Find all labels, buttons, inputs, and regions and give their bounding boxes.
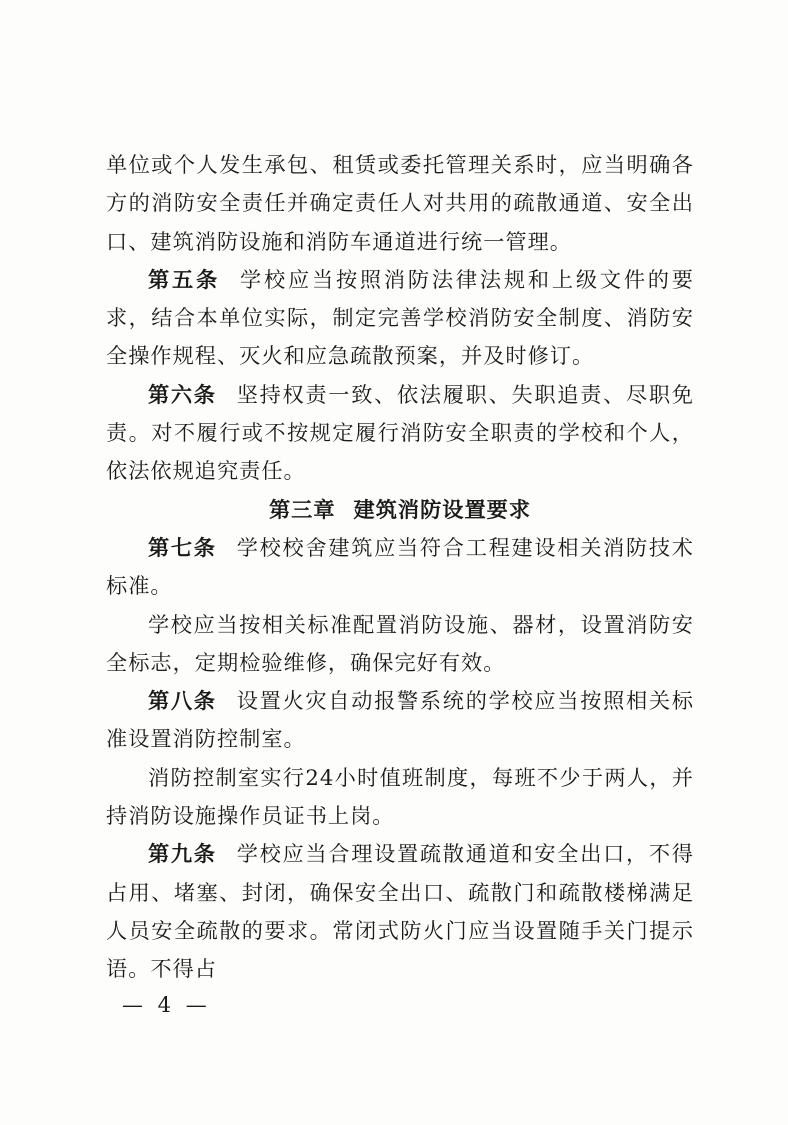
chapter-heading (106, 491, 694, 529)
chapter-title: 建筑消防设置要求 (353, 496, 532, 522)
article-number: 第七条 (148, 534, 217, 560)
article-number: 第五条 (148, 266, 220, 292)
article-5 (106, 261, 694, 376)
paragraph-text: 学校应当按相关标准配置消防设施、器材，设置消防安全标志，定期检验维修，确保完好有效。 (106, 611, 694, 675)
article-9 (106, 835, 694, 988)
paragraph-text: 消防控制室实行24小时值班制度，每班不少于两人，并持消防设施操作员证书上岗。 (106, 764, 694, 829)
paragraph-text: 学校应当合理设置疏散通道和安全出口，不得占用、堵塞、封闭，确保安全出口、疏散门和疏散楼梯满足人员安全疏散的要求。常闭式防火门应当设置随手关门提示语。不得占 (106, 841, 694, 982)
article-8 (106, 682, 694, 759)
paragraph-text: 单位或个人发生承包、租赁或委托管理关系时，应当明确各方的消防安全责任并确定责任人对共用的疏散通道、安全出口、建筑消防设施和消防车通道进行统一管理。 (106, 152, 694, 254)
body-text (106, 146, 694, 989)
paragraph-text: 学校校舍建筑应当符合工程建设相关消防技术标准。 (106, 534, 694, 599)
paragraph (106, 606, 694, 683)
article-number: 第八条 (148, 688, 217, 714)
paragraph-continuation (106, 146, 694, 261)
article-7 (106, 529, 694, 606)
paragraph (106, 759, 694, 836)
paragraph-text: 坚持权责一致、依法履职、失职追责、尽职免责。对不履行或不按规定履行消防安全职责的学校和个人，依法依规追究责任。 (106, 381, 694, 484)
chapter-number: 第三章 (268, 496, 336, 522)
article-6 (106, 376, 694, 491)
paragraph-text: 学校应当按照消防法律法规和上级文件的要求，结合本单位实际，制定完善学校消防安全制度、消防安全操作规程、灭火和应急疏散预案，并及时修订。 (106, 266, 694, 369)
paragraph-text: 设置火灾自动报警系统的学校应当按照相关标准设置消防控制室。 (106, 688, 694, 752)
article-number: 第九条 (148, 841, 217, 867)
article-number: 第六条 (148, 381, 217, 407)
page-number: — 4 — (122, 993, 211, 1017)
